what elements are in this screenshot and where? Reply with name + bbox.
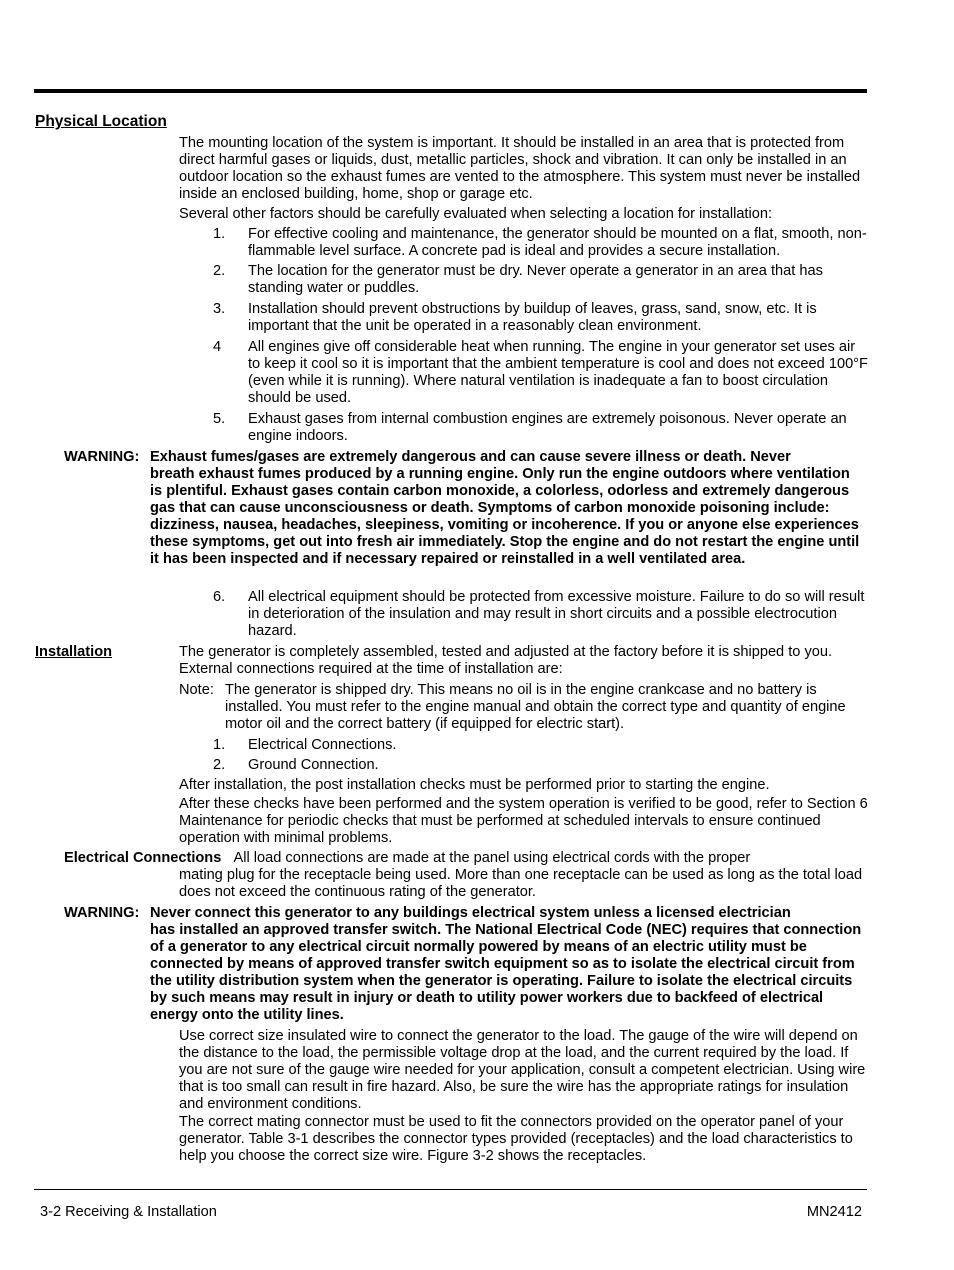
list-item-text: All engines give off considerable heat when running. The engine in your generator set uses air to keep it cool so it is important that the ambient temperature is cool and does not exceed 100°F (even while it is running). Where natural ventilation is inadequate a fan to boost circulation should be used. [248, 339, 868, 406]
electrical-text: mating plug for the receptacle being used. More than one receptacle can be used as long as the total load does not exceed the continuous rating of the generator. [179, 867, 863, 900]
section-heading-electrical-connections: Electrical Connections [64, 850, 222, 866]
installation-after-2: After these checks have been performed and the system operation is verified to be good, refer to Section 6 Maintenance for periodic checks that must be performed at scheduled intervals to ensure continued operation with minimal problems. [179, 796, 868, 846]
list-item-number: 1. [213, 737, 226, 753]
electrical-connections-first-line [64, 850, 869, 867]
list-item-text: The location for the generator must be dry. Never operate a generator in an area that has standing water or puddles. [248, 263, 823, 296]
list-item-number: 2. [213, 757, 226, 773]
physical-location-intro: The mounting location of the system is important. It should be installed in an area that is protected from direct harmful gases or liquids, dust, metallic particles, shock and vibration. It can only be installed in an outdoor location so the exhaust fumes are vented to the atmosphere. This system must never be installed inside an enclosed building, home, shop or garage etc. [179, 135, 861, 202]
list-item-text: Installation should prevent obstructions by buildup of leaves, grass, sand, snow, etc. It is important that the unit be operated in a reasonably clean environment. [248, 301, 817, 334]
section-heading-installation: Installation [35, 644, 113, 660]
footer-doc-number: MN2412 [806, 1204, 862, 1220]
list-item-text: Exhaust gases from internal combustion engines are extremely poisonous. Never operate an engine indoors. [248, 411, 847, 444]
list-item-number: 2. [213, 263, 226, 279]
list-item-number: 6. [213, 589, 226, 605]
warning-first-line: Exhaust fumes/gases are extremely dangerous and can cause severe illness or death. Never [150, 449, 791, 465]
warning-text: breath exhaust fumes produced by a running engine. Only run the engine outdoors where ventilation is plentiful. Exhaust gases contain carbon monoxide, a colorless, odorless and extremely dangerous gas that can cause unconsciousness or death. Symptoms of carbon monoxide poisoning include: dizziness, nausea, headaches, sleepiness, vomiting or incoherence. If you or anyone else experiences these symptoms, get out into fresh air immediately. Stop the engine and do not restart the engine until it has been inspected and if necessary repaired or reinstalled in a well ventilated area. [150, 466, 860, 567]
mating-connector-paragraph: The correct mating connector must be used to fit the connectors provided on the operator panel of your generator. Table 3-1 describes the connector types provided (receptacles) and the load characteristics to help you choose the correct size wire. Figure 3-2 shows the receptacles. [179, 1114, 853, 1164]
installation-after-1: After installation, the post installation checks must be performed prior to starting the engine. [179, 777, 770, 793]
warning-text: has installed an approved transfer switch. The National Electrical Code (NEC) requires that connection of a generator to any electrical circuit normally powered by means of an electric utility must be connected by means of approved transfer switch equipment so as to isolate the electrical circuit from the utility distribution system when the generator is operating. Failure to isolate the electrical circuits by such means may result in injury or death to utility power workers due to backfeed of electrical energy onto the utility lines. [150, 922, 862, 1023]
list-item-text: Electrical Connections. [248, 737, 397, 753]
top-rule [34, 89, 867, 93]
list-item-number: 4 [213, 339, 222, 355]
list-item-number: 3. [213, 301, 226, 317]
note-text: The generator is shipped dry. This means no oil is in the engine crankcase and no battery is installed. You must refer to the engine manual and obtain the correct type and quantity of engine motor oil and the correct battery (if equipped for electric start). [225, 682, 846, 732]
list-item-number: 5. [213, 411, 226, 427]
warning-label: WARNING: [64, 449, 140, 465]
list-item-text: For effective cooling and maintenance, the generator should be mounted on a flat, smooth, non-flammable level surface. A concrete pad is ideal and provides a secure installation. [248, 226, 867, 259]
footer-section: 3-2 Receiving & Installation [40, 1204, 217, 1220]
list-item-text: All electrical equipment should be protected from excessive moisture. Failure to do so will result in deterioration of the insulation and may result in short circuits and a possible electrocution hazard. [248, 589, 865, 639]
warning-label: WARNING: [64, 905, 140, 921]
installation-intro: The generator is completely assembled, tested and adjusted at the factory before it is shipped to you. External connections required at the time of installation are: [179, 644, 833, 677]
wire-paragraph: Use correct size insulated wire to connect the generator to the load. The gauge of the wire will depend on the distance to the load, the permissible voltage drop at the load, and the current required by the load. If you are not sure of the gauge wire needed for your application, consult a competent electrician. Using wire that is too small can result in fire hazard. Also, be sure the wire has the appropriate ratings for insulation and environment conditions. [179, 1028, 866, 1112]
electrical-first-line: All load connections are made at the panel using electrical cords with the proper [233, 850, 751, 866]
warning-first-line: Never connect this generator to any buildings electrical system unless a licensed electrician [150, 905, 791, 921]
list-item-text: Ground Connection. [248, 757, 379, 773]
section-heading-physical-location: Physical Location [35, 113, 167, 130]
list-item-number: 1. [213, 226, 226, 242]
note-label: Note: [179, 682, 214, 698]
physical-location-factors: Several other factors should be carefully evaluated when selecting a location for installation: [179, 206, 773, 222]
bottom-rule [34, 1189, 867, 1190]
